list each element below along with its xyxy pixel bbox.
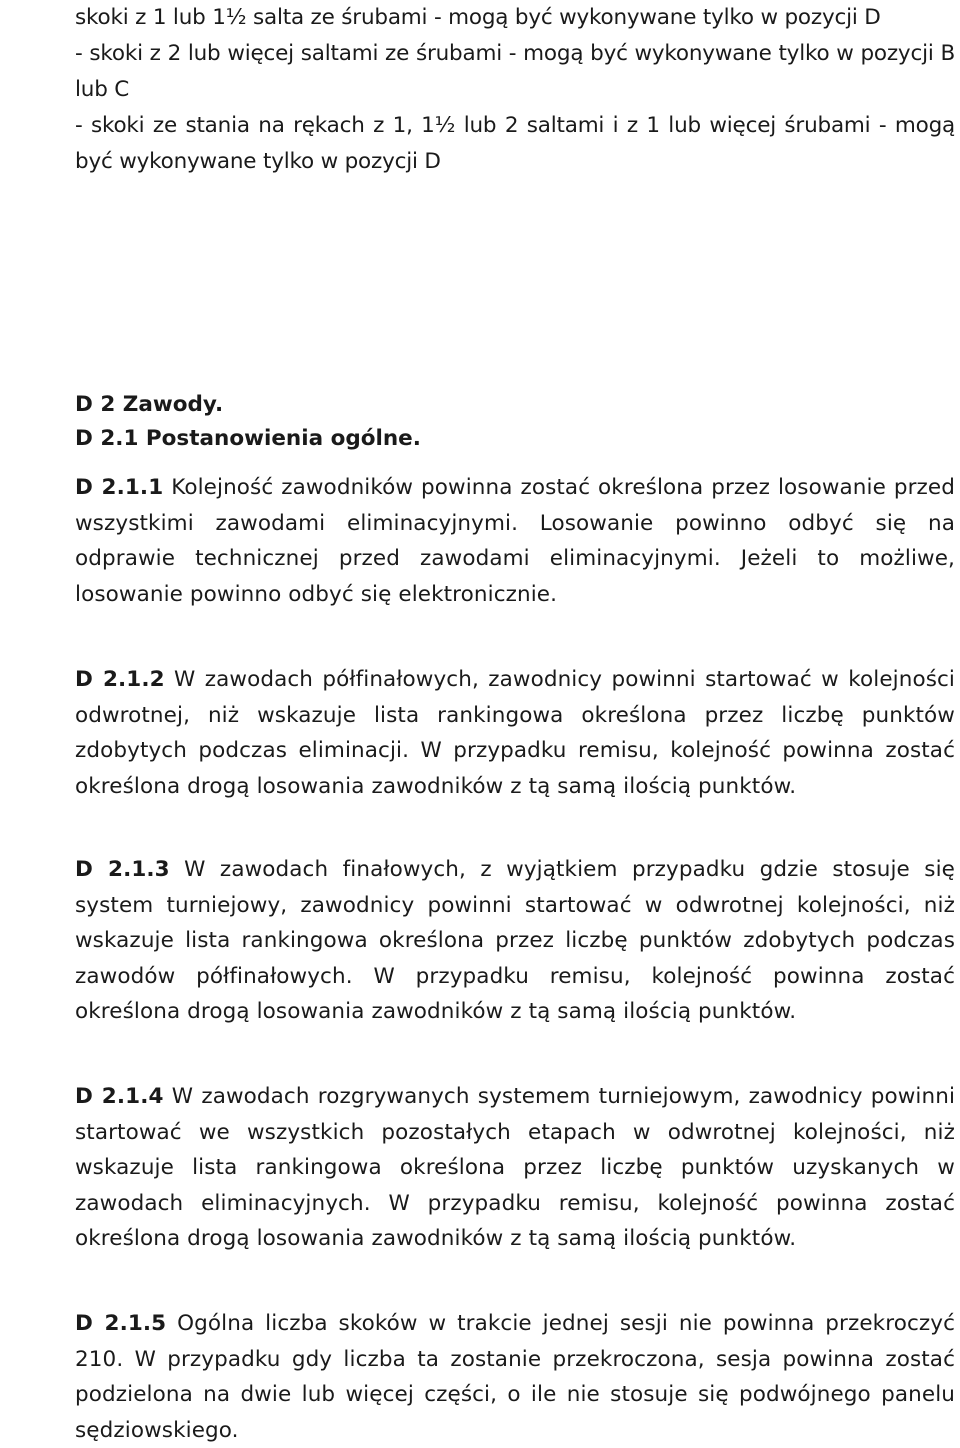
intro-line-2: - skoki z 2 lub więcej saltami ze śrubami - mogą być wykonywane tylko w pozycji B lub C bbox=[75, 41, 955, 102]
heading-d2: D 2 Zawody. bbox=[75, 392, 224, 417]
section-d215 bbox=[75, 1306, 955, 1448]
section-d212 bbox=[75, 662, 955, 804]
section-text: Kolejność zawodników powinna zostać określona przez losowanie przed wszystkimi zawodami eliminacyjnymi. Losowanie powinno odbyć się na odprawie technicznej przed zawodami eliminacyjnymi. Jeżeli to możliwe, losowanie powinno odbyć się elektronicznie. bbox=[75, 475, 956, 607]
section-number: D 2.1.5 bbox=[75, 1311, 167, 1336]
heading-d21: D 2.1 Postanowienia ogólne. bbox=[75, 426, 421, 451]
section-text: W zawodach rozgrywanych systemem turniejowym, zawodnicy powinni startować we wszystkich pozostałych etapach w odwrotnej kolejności, niż wskazuje lista rankingowa określona przez liczbę punktów uzyskanych w zawodach eliminacyjnych. W przypadku remisu, kolejność powinna zostać określona drogą losowania zawodników z tą samą ilością punktów. bbox=[75, 1084, 956, 1251]
section-d214 bbox=[75, 1079, 955, 1257]
section-d213 bbox=[75, 852, 955, 1030]
section-text: Ogólna liczba skoków w trakcie jednej sesji nie powinna przekroczyć 210. W przypadku gdy liczba ta zostanie przekroczona, sesja powinna zostać podzielona na dwie lub więcej części, o ile nie stosuje się podwójnego panelu sędziowskiego. bbox=[75, 1311, 955, 1443]
section-text: W zawodach finałowych, z wyjątkiem przypadku gdzie stosuje się system turniejowy, zawodnicy powinni startować w odwrotnej kolejności, niż wskazuje lista rankingowa określona przez liczbę punktów zdobytych podczas zawodów półfinałowych. W przypadku remisu, kolejność powinna zostać określona drogą losowania zawodników z tą samą ilością punktów. bbox=[75, 857, 955, 1024]
intro-line-3: - skoki ze stania na rękach z 1, 1½ lub 2 saltami i z 1 lub więcej śrubami - mogą być wykonywane tylko w pozycji D bbox=[75, 113, 955, 174]
intro-line-1: skoki z 1 lub 1½ salta ze śrubami - mogą być wykonywane tylko w pozycji D bbox=[75, 5, 881, 30]
section-text: W zawodach półfinałowych, zawodnicy powinni startować w kolejności odwrotnej, niż wskazuje lista rankingowa określona przez liczbę punktów zdobytych podczas eliminacji. W przypadku remisu, kolejność powinna zostać określona drogą losowania zawodników z tą samą ilością punktów. bbox=[75, 667, 955, 799]
section-d211 bbox=[75, 470, 955, 612]
section-number: D 2.1.1 bbox=[75, 475, 164, 500]
intro-list bbox=[0, 0, 955, 180]
section-number: D 2.1.3 bbox=[75, 857, 170, 882]
section-number: D 2.1.4 bbox=[75, 1084, 164, 1109]
section-number: D 2.1.2 bbox=[75, 667, 165, 692]
